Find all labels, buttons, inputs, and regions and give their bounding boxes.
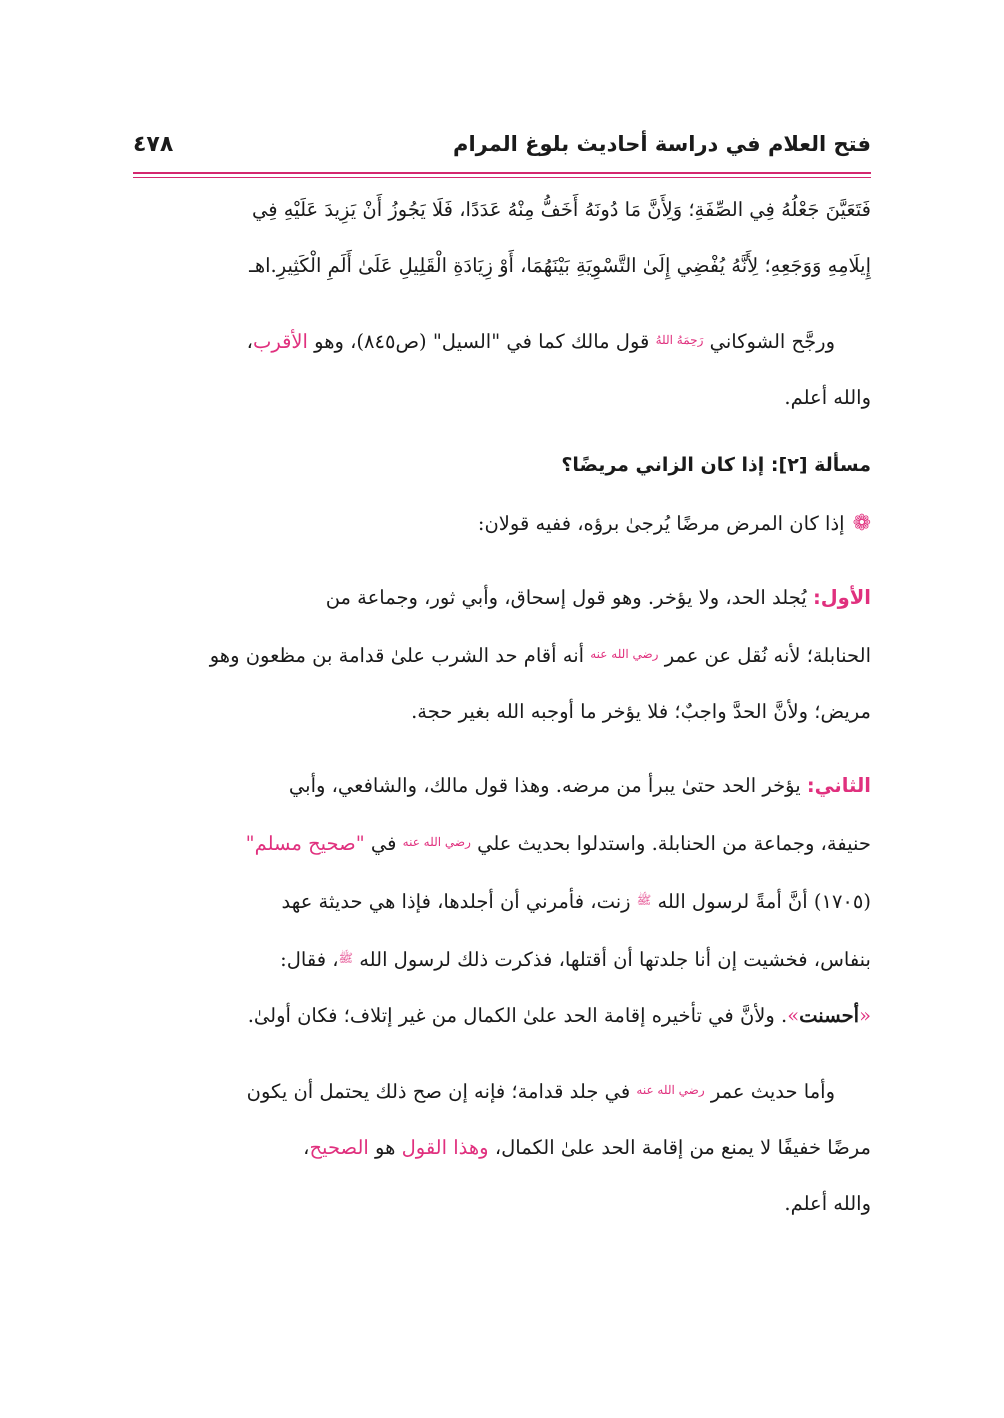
paragraph-line: (١٧٠٥) أنَّ أمةً لرسول الله $^ﷺ$ زنت، فأمرني أن أجلدها، فإذا هي حديثة عهد: [281, 890, 871, 913]
page-number: ٤٧٨: [133, 131, 174, 157]
paragraph-line: ورجَّح الشوكاني $^{رَحِمَهُ اللهُ}$ قول مالك كما في "السيل" (ص٨٤٥)، وهو الأقرب،: [246, 330, 835, 353]
hadith-word: أحسنت: [799, 1004, 860, 1027]
honorific: ﷺ: [338, 951, 354, 965]
quote-block: [133, 182, 871, 294]
paragraph-line: «أحسنت». ولأنَّ في تأخيره إقامة الحد علىٰ الكمال من غير إتلاف؛ فكان أولىٰ.: [247, 1004, 871, 1027]
opinion-second: [133, 758, 871, 1044]
issue-title: إذا كان الزاني مريضًا؟: [561, 454, 765, 476]
honorific: رضي الله عنه: [590, 647, 659, 661]
paragraph-shawkani: [133, 312, 871, 426]
paragraph-line: مرضًا خفيفًا لا يمنع من إقامة الحد علىٰ الكمال، وهذا القول هو الصحيح،: [303, 1136, 871, 1159]
honorific: رضي الله عنه: [402, 835, 471, 849]
issue-label: مسألة [٢]:: [770, 454, 871, 476]
opinion-label: الثاني:: [806, 774, 871, 797]
bullet-paragraph: ❁إذا كان المرض مرضًا يُرجىٰ برؤه، ففيه قولان:: [133, 496, 871, 552]
quote-line: إِيلَامِهِ وَوَجَعِهِ؛ لِأَنَّهُ يُفْضِي إِلَىٰ التَّسْوِيَةِ بَيْنَهُمَا، أَوْ زِيَادَةِ الْقَلِيلِ عَلَىٰ أَلَمِ الْكَثِيرِ.اهـ: [249, 254, 871, 277]
paragraph-conclusion: [133, 1062, 871, 1232]
paragraph-line: والله أعلم.: [784, 386, 871, 409]
highlight-text: الأقرب: [252, 330, 308, 353]
paragraph-line: بنفاس، فخشيت إن أنا جلدتها أن أقتلها، فذكرت ذلك لرسول الله $^ﷺ$، فقال:: [280, 948, 871, 971]
highlight-text: الصحيح: [309, 1136, 369, 1159]
paragraph-line: الأول: يُجلد الحد، ولا يؤخر. وهو قول إسحاق، وأبي ثور، وجماعة من: [325, 586, 871, 609]
page: [133, 120, 871, 1232]
highlight-text: وهذا القول: [401, 1136, 489, 1159]
issue-heading: [133, 440, 871, 490]
book-title: فتح العلام في دراسة أحاديث بلوغ المرام: [453, 132, 871, 156]
paragraph-line: وأما حديث عمر $^{رضي الله عنه}$ في جلد قدامة؛ فإنه إن صح ذلك يحتمل أن يكون: [246, 1080, 835, 1103]
opinion-label: الأول:: [812, 586, 871, 609]
paragraph-line: الحنابلة؛ لأنه نُقل عن عمر $^{رضي الله عنه}$ أنه أقام حد الشرب علىٰ قدامة بن مظعون وهو: [209, 644, 871, 667]
opinion-first: [133, 570, 871, 740]
honorific: رَحِمَهُ اللهُ: [655, 333, 704, 347]
honorific: رضي الله عنه: [636, 1083, 705, 1097]
paragraph-line: الثاني: يؤخر الحد حتىٰ يبرأ من مرضه. وهذا قول مالك، والشافعي، وأبي: [288, 774, 871, 797]
source-reference: "صحيح مسلم": [245, 832, 365, 855]
paragraph-line: والله أعلم.: [784, 1192, 871, 1215]
honorific: ﷺ: [636, 893, 652, 907]
header-rule: [133, 172, 871, 178]
paragraph-line: حنيفة، وجماعة من الحنابلة. واستدلوا بحديث علي $^{رضي الله عنه}$ في "صحيح مسلم": [245, 832, 871, 855]
quote-line: فَتَعَيَّنَ جَعْلُهُ فِي الصِّفَةِ؛ وَلِأَنَّ مَا دُونَهُ أَخَفُّ مِنْهُ عَدَدًا، فَلَا يَجُوزُ أَنْ يَزِيدَ عَلَيْهِ فِي: [251, 198, 871, 221]
running-header: [133, 120, 871, 168]
flower-bullet-icon: ❁: [852, 511, 871, 536]
paragraph-line: مريض؛ ولأنَّ الحدَّ واجبٌ؛ فلا يؤخر ما أوجبه الله بغير حجة.: [411, 700, 871, 723]
